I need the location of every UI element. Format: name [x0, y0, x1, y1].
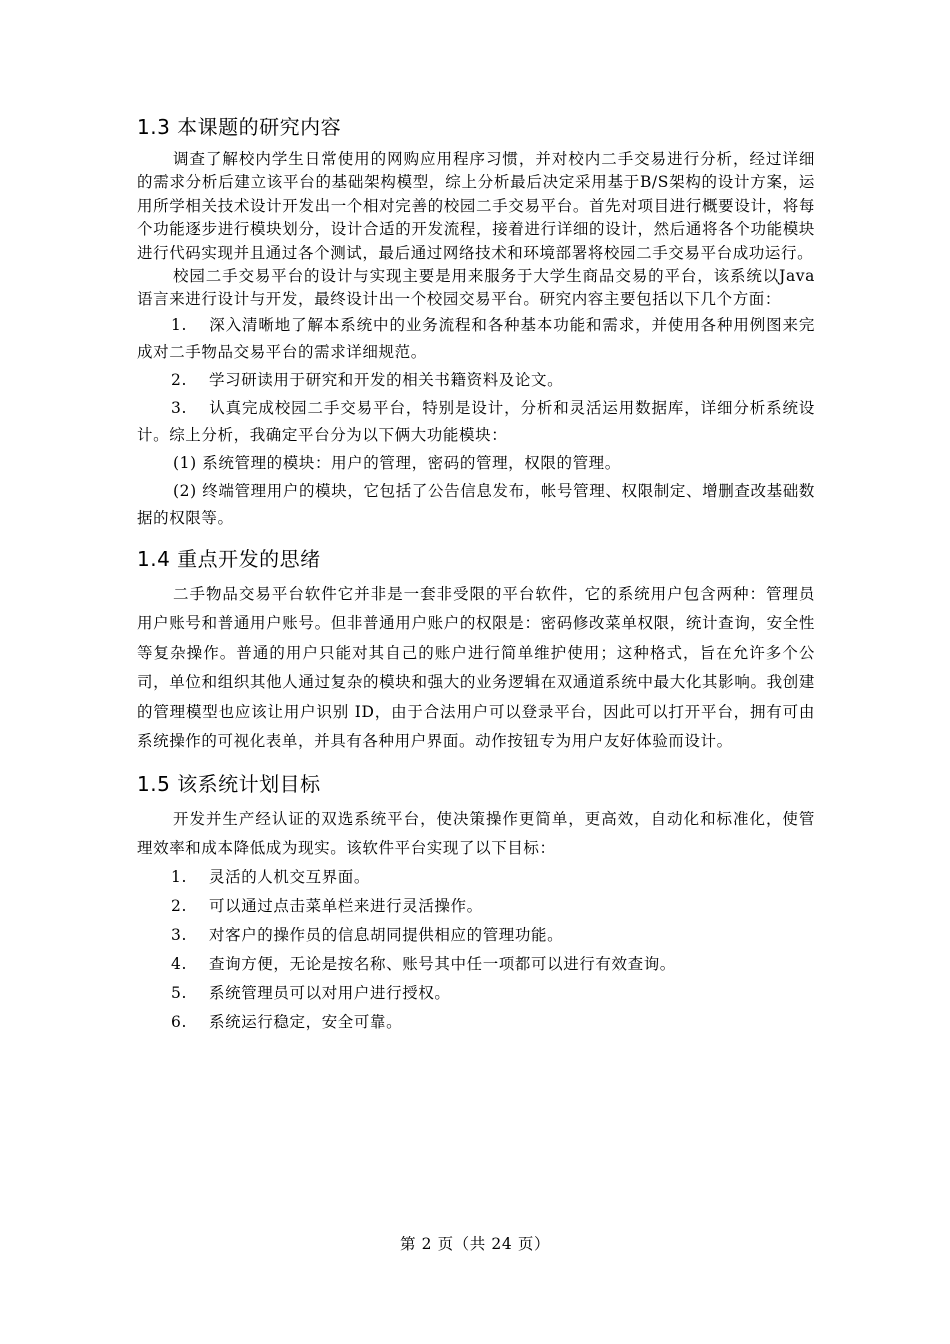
list-number: 1. [171, 867, 187, 886]
list-number: 5. [171, 983, 187, 1002]
paragraph: 二手物品交易平台软件它并非是一套非受限的平台软件，它的系统用户包含两种：管理员用户账号和普通用户账号。但非普通用户账户的权限是：密码修改菜单权限，统计查询，安全性等复杂操作。普通的用户只能对其自己的账户进行简单维护使用；这种格式，旨在允许多个公司，单位和组织其他人通过复杂的模块和强大的业务逻辑在双通道系统中最大化其影响。我创建的管理模型也应该让用户识别 ID，由于合法用户可以登录平台，因此可以打开平台，拥有可由系统操作的可视化表单，并具有各种用户界面。动作按钮专为用户友好体验而设计。 [137, 584, 815, 751]
list-text: 认真完成校园二手交易平台，特别是设计，分析和灵活运用数据库，详细分析系统设计。综上分析，我确定平台分为以下俩大功能模块： [137, 398, 815, 444]
section-heading-1-3: 1.3 本课题的研究内容 [137, 115, 342, 139]
list-text: 系统管理员可以对用户进行授权。 [209, 983, 451, 1002]
list-number: 6. [171, 1012, 187, 1031]
list-number: 4. [171, 954, 187, 973]
list-item [137, 892, 815, 921]
list-item [137, 979, 815, 1008]
paragraph: 校园二手交易平台的设计与实现主要是用来服务于大学生商品交易的平台，该系统以Java语言来进行设计与开发，最终设计出一个校园交易平台。研究内容主要包括以下几个方面： [137, 267, 815, 309]
list-number: 3. [171, 398, 187, 417]
page-footer: 第 2 页（共 24 页） [399, 1235, 551, 1253]
list-item [137, 921, 815, 950]
list-text: 系统运行稳定，安全可靠。 [209, 1012, 403, 1031]
paragraph: 调查了解校内学生日常使用的网购应用程序习惯，并对校内二手交易进行分析，经过详细的需求分析后建立该平台的基础架构模型，综上分析最后决定采用基于B/S架构的设计方案，运用所学相关技术设计开发出一个相对完善的校园二手交易平台。首先对项目进行概要设计，将每个功能逐步进行模块划分，设计合适的开发流程，接着进行详细的设计，然后通将各个功能模块进行代码实现并且通过各个测试，最后通过网络技术和环境部署将校园二手交易平台成功运行。 [137, 150, 815, 262]
list-item [137, 1008, 815, 1037]
list-text: 查询方便，无论是按名称、账号其中任一项都可以进行有效查询。 [209, 954, 676, 973]
list-item [137, 366, 815, 395]
list-item [137, 395, 815, 449]
list-text: 深入清晰地了解本系统中的业务流程和各种基本功能和需求，并使用各种用例图来完成对二手物品交易平台的需求详细规范。 [137, 315, 815, 361]
list-item [137, 863, 815, 892]
sub-list-item: (1) 系统管理的模块：用户的管理，密码的管理，权限的管理。 [173, 453, 621, 472]
list-number: 1. [171, 315, 187, 334]
list-number: 2. [171, 896, 187, 915]
section-heading-1-5: 1.5 该系统计划目标 [137, 771, 321, 796]
list-number: 2. [171, 370, 187, 389]
section-heading-1-4: 1.4 重点开发的思绪 [137, 546, 321, 571]
list-text: 学习研读用于研究和开发的相关书籍资料及论文。 [209, 370, 564, 389]
list-number: 3. [171, 925, 187, 944]
list-text: 灵活的人机交互界面。 [209, 867, 371, 886]
page-content [137, 112, 815, 1037]
list-item [137, 950, 815, 979]
paragraph: 开发并生产经认证的双选系统平台，使决策操作更简单，更高效，自动化和标准化，使管理效率和成本降低成为现实。该软件平台实现了以下目标： [137, 809, 815, 857]
list-item [137, 312, 815, 366]
list-text: 可以通过点击菜单栏来进行灵活操作。 [209, 896, 483, 915]
list-text: 对客户的操作员的信息胡同提供相应的管理功能。 [209, 925, 564, 944]
sub-list-item: (2) 终端管理用户的模块，它包括了公告信息发布，帐号管理、权限制定、增删查改基础数据的权限等。 [137, 481, 815, 527]
